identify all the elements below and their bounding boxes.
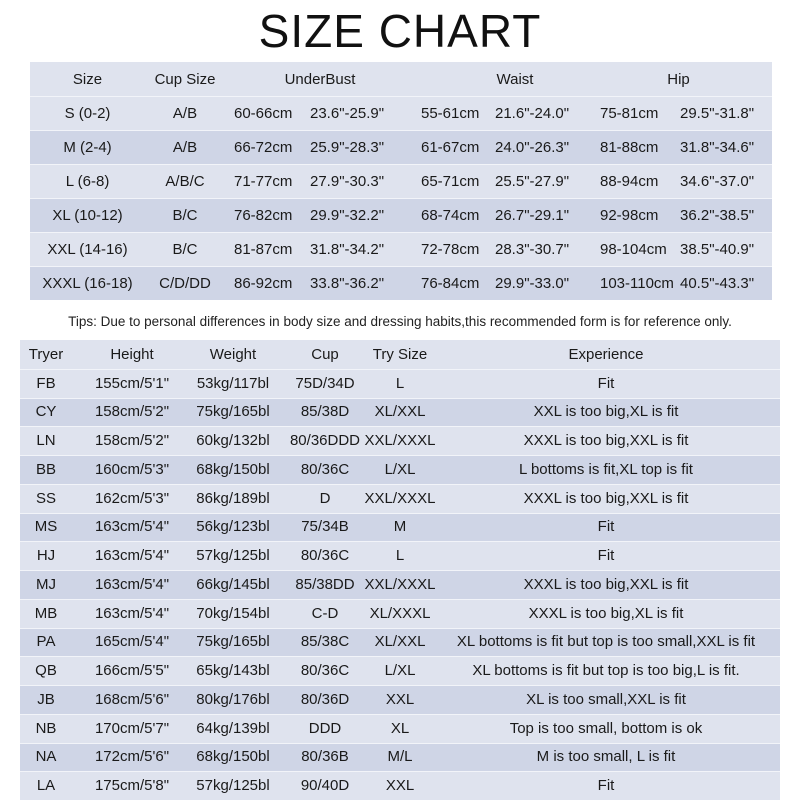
tryer-cell-height: 166cm/5'5": [94, 662, 170, 680]
row-divider: [30, 266, 772, 267]
tryer-cell-cup: 80/36B: [301, 748, 349, 766]
tryer-cell-weight: 70kg/154bl: [196, 604, 270, 622]
row-divider: [20, 426, 780, 427]
size-cell-h_cm: 98-104cm: [600, 240, 667, 258]
tryer-cell-cup: 85/38DD: [295, 575, 355, 593]
size-cell-h_cm: 81-88cm: [600, 138, 659, 156]
header-cup: Cup Size: [154, 70, 216, 88]
tryer-cell-try_size: L: [395, 547, 405, 565]
size-cell-size: L (6-8): [65, 172, 110, 190]
tryer-cell-tryer: CY: [35, 403, 57, 421]
tryer-table-row: [20, 743, 780, 772]
size-cell-size: M (2-4): [63, 138, 112, 156]
size-cell-w_in: 24.0"-26.3": [495, 138, 570, 156]
tryer-cell-weight: 60kg/132bl: [196, 432, 270, 450]
size-cell-size: XXL (14-16): [47, 240, 128, 258]
tryer-cell-cup: 85/38D: [300, 403, 350, 421]
page-title: SIZE CHART: [258, 5, 542, 57]
size-cell-cup: B/C: [172, 240, 198, 258]
tryer-cell-tryer: JB: [37, 690, 55, 708]
tryer-cell-experience: Fit: [597, 547, 615, 565]
size-cell-w_cm: 76-84cm: [421, 274, 480, 292]
tryer-cell-cup: 80/36C: [300, 662, 350, 680]
header-hip: Hip: [667, 70, 690, 88]
size-cell-size: XXXL (16-18): [42, 274, 133, 292]
tryer-cell-tryer: MJ: [36, 575, 56, 593]
size-cell-ub_in: 33.8"-36.2": [310, 274, 385, 292]
size-cell-w_in: 29.9"-33.0": [495, 274, 570, 292]
tryer-cell-height: 168cm/5'6": [94, 690, 170, 708]
tryer-cell-height: 163cm/5'4": [94, 575, 170, 593]
tryer-cell-cup: 75D/34D: [295, 374, 355, 392]
size-cell-ub_in: 29.9"-32.2": [310, 206, 385, 224]
tryer-cell-try_size: XXL: [385, 777, 415, 795]
tryer-cell-experience: Fit: [597, 374, 615, 392]
size-cell-cup: C/D/DD: [159, 274, 211, 292]
size-cell-ub_cm: 71-77cm: [234, 172, 293, 190]
size-cell-cup: A/B/C: [165, 172, 205, 190]
size-cell-size: XL (10-12): [52, 206, 123, 224]
header-cup: Cup: [311, 345, 339, 363]
tryer-cell-tryer: NB: [35, 719, 57, 737]
tryer-cell-try_size: L/XL: [384, 662, 416, 680]
size-cell-w_in: 26.7"-29.1": [495, 206, 570, 224]
size-cell-cup: A/B: [172, 138, 198, 156]
tryer-cell-weight: 86kg/189bl: [196, 489, 270, 507]
tryer-cell-height: 163cm/5'4": [94, 547, 170, 565]
size-cell-w_cm: 68-74cm: [421, 206, 480, 224]
size-cell-h_cm: 92-98cm: [600, 206, 659, 224]
tryer-cell-weight: 53kg/117bl: [196, 374, 270, 392]
tryer-table-row: [20, 369, 780, 398]
tryer-cell-try_size: XL: [390, 719, 410, 737]
tryer-table-row: [20, 599, 780, 628]
tryer-cell-experience: Top is too small, bottom is ok: [509, 719, 703, 737]
size-table-row: [30, 130, 772, 164]
size-cell-cup: A/B: [172, 104, 198, 122]
tryer-table-row: [20, 628, 780, 657]
tryer-table-row: [20, 656, 780, 685]
tryer-cell-height: 160cm/5'3": [94, 460, 170, 478]
size-cell-w_in: 21.6"-24.0": [495, 104, 570, 122]
tryer-cell-cup: 85/38C: [300, 633, 350, 651]
tryer-cell-weight: 65kg/143bl: [196, 662, 270, 680]
tryer-cell-height: 158cm/5'2": [94, 432, 170, 450]
tryer-cell-try_size: XXL/XXXL: [364, 432, 436, 450]
tryer-cell-weight: 57kg/125bl: [196, 547, 270, 565]
size-cell-ub_cm: 60-66cm: [234, 104, 293, 122]
size-cell-w_in: 28.3"-30.7": [495, 240, 570, 258]
size-cell-ub_cm: 76-82cm: [234, 206, 293, 224]
size-cell-h_in: 34.6"-37.0": [680, 172, 755, 190]
size-table: [30, 62, 772, 300]
tryer-cell-experience: XXXL is too big,XXL is fit: [523, 489, 689, 507]
tryer-table-row: [20, 714, 780, 743]
tryer-table-row: [20, 513, 780, 542]
tryer-cell-tryer: LN: [36, 432, 56, 450]
tips-text: Tips: Due to personal differences in body size and dressing habits,this recommended form is for reference only.: [68, 314, 732, 329]
tryer-cell-cup: 75/34B: [301, 518, 349, 536]
tryer-cell-try_size: XXL: [385, 690, 415, 708]
size-cell-w_cm: 61-67cm: [421, 138, 480, 156]
size-table-header: [30, 62, 772, 96]
size-cell-w_cm: 72-78cm: [421, 240, 480, 258]
size-cell-h_in: 31.8"-34.6": [680, 138, 755, 156]
size-cell-w_cm: 65-71cm: [421, 172, 480, 190]
tryer-cell-experience: XXXL is too big,XXL is fit: [523, 575, 689, 593]
tryer-cell-height: 163cm/5'4": [94, 604, 170, 622]
tryer-cell-cup: C-D: [311, 604, 339, 622]
row-divider: [20, 369, 780, 370]
size-table-row: [30, 266, 772, 300]
row-divider: [20, 513, 780, 514]
tryer-cell-tryer: NA: [35, 748, 57, 766]
tryer-cell-tryer: MS: [34, 518, 58, 536]
size-cell-h_in: 36.2"-38.5": [680, 206, 755, 224]
size-cell-cup: B/C: [172, 206, 198, 224]
tryer-cell-experience: XXL is too big,XL is fit: [533, 403, 679, 421]
tryer-cell-tryer: SS: [35, 489, 56, 507]
tryer-cell-try_size: M/L: [387, 748, 413, 766]
size-cell-size: S (0-2): [64, 104, 111, 122]
tryer-cell-experience: XXXL is too big,XXL is fit: [523, 432, 689, 450]
tryer-table-row: [20, 570, 780, 599]
tryer-cell-weight: 75kg/165bl: [196, 403, 270, 421]
tryer-cell-try_size: XXL/XXXL: [364, 575, 436, 593]
header-tryer: Tryer: [28, 345, 64, 363]
tryer-cell-weight: 57kg/125bl: [196, 777, 270, 795]
row-divider: [30, 232, 772, 233]
tryer-table-row: [20, 484, 780, 513]
tryer-cell-weight: 75kg/165bl: [196, 633, 270, 651]
row-divider: [20, 541, 780, 542]
row-divider: [30, 164, 772, 165]
size-cell-ub_cm: 81-87cm: [234, 240, 293, 258]
tryer-cell-cup: 90/40D: [300, 777, 350, 795]
tryer-table-row: [20, 771, 780, 800]
tryer-cell-weight: 56kg/123bl: [196, 518, 270, 536]
tryer-cell-height: 175cm/5'8": [94, 777, 170, 795]
tryer-cell-try_size: L/XL: [384, 460, 416, 478]
row-divider: [20, 743, 780, 744]
tryer-cell-cup: D: [319, 489, 331, 507]
row-divider: [20, 656, 780, 657]
tryer-cell-cup: 80/36C: [300, 547, 350, 565]
tryer-cell-experience: XL is too small,XXL is fit: [526, 690, 686, 708]
tryer-cell-height: 158cm/5'2": [94, 403, 170, 421]
size-table-row: [30, 96, 772, 130]
tryer-cell-cup: 80/36C: [300, 460, 350, 478]
size-cell-ub_in: 31.8"-34.2": [310, 240, 385, 258]
tryer-cell-cup: 80/36D: [300, 690, 350, 708]
tryer-cell-weight: 68kg/150bl: [196, 460, 270, 478]
size-cell-ub_in: 23.6"-25.9": [310, 104, 385, 122]
tryer-cell-tryer: QB: [35, 662, 57, 680]
tryer-cell-experience: XXXL is too big,XL is fit: [528, 604, 684, 622]
tryer-table-row: [20, 685, 780, 714]
row-divider: [30, 96, 772, 97]
tryer-cell-weight: 68kg/150bl: [196, 748, 270, 766]
size-cell-ub_cm: 66-72cm: [234, 138, 293, 156]
header-weight: Weight: [209, 345, 257, 363]
tryer-cell-height: 172cm/5'6": [94, 748, 170, 766]
tryer-cell-tryer: BB: [35, 460, 56, 478]
size-cell-h_cm: 88-94cm: [600, 172, 659, 190]
tryer-cell-weight: 80kg/176bl: [196, 690, 270, 708]
size-cell-w_in: 25.5"-27.9": [495, 172, 570, 190]
header-try_size: Try Size: [372, 345, 428, 363]
size-table-row: [30, 198, 772, 232]
size-table-row: [30, 164, 772, 198]
tryer-table-row: [20, 426, 780, 455]
tryer-table-row: [20, 455, 780, 484]
tryer-cell-experience: XL bottoms is fit but top is too big,L is fit.: [472, 662, 740, 680]
size-cell-h_cm: 75-81cm: [600, 104, 659, 122]
row-divider: [20, 628, 780, 629]
tryer-cell-try_size: L: [395, 374, 405, 392]
size-cell-w_cm: 55-61cm: [421, 104, 480, 122]
row-divider: [20, 714, 780, 715]
tryer-cell-height: 165cm/5'4": [94, 633, 170, 651]
tryer-cell-tryer: MB: [34, 604, 58, 622]
row-divider: [20, 771, 780, 772]
header-size: Size: [72, 70, 103, 88]
tryer-cell-try_size: XL/XXL: [374, 633, 426, 651]
header-underbust: UnderBust: [284, 70, 356, 88]
tryer-table-row: [20, 541, 780, 570]
tryer-cell-cup: 80/36DDD: [289, 432, 361, 450]
tryer-cell-experience: L bottoms is fit,XL top is fit: [519, 460, 693, 478]
tryer-table: [20, 340, 780, 800]
row-divider: [20, 685, 780, 686]
tryer-table-header: [20, 340, 780, 369]
row-divider: [20, 599, 780, 600]
tryer-table-row: [20, 398, 780, 427]
tryer-cell-tryer: HJ: [36, 547, 56, 565]
tryer-cell-weight: 66kg/145bl: [196, 575, 270, 593]
row-divider: [20, 455, 780, 456]
tryer-cell-experience: M is too small, L is fit: [536, 748, 676, 766]
row-divider: [30, 198, 772, 199]
tryer-cell-try_size: M: [393, 518, 407, 536]
tryer-cell-tryer: FB: [36, 374, 56, 392]
tryer-cell-experience: XL bottoms is fit but top is too small,XXL is fit: [456, 633, 756, 651]
tryer-cell-try_size: XL/XXXL: [369, 604, 431, 622]
row-divider: [20, 570, 780, 571]
tryer-cell-try_size: XL/XXL: [374, 403, 426, 421]
size-cell-h_in: 29.5"-31.8": [680, 104, 755, 122]
tryer-cell-experience: Fit: [597, 777, 615, 795]
header-waist: Waist: [496, 70, 534, 88]
row-divider: [20, 484, 780, 485]
tryer-cell-weight: 64kg/139bl: [196, 719, 270, 737]
size-cell-h_cm: 103-110cm: [600, 274, 674, 292]
tryer-cell-tryer: LA: [36, 777, 56, 795]
header-height: Height: [110, 345, 154, 363]
size-cell-ub_in: 25.9"-28.3": [310, 138, 385, 156]
row-divider: [20, 398, 780, 399]
size-cell-h_in: 38.5"-40.9": [680, 240, 755, 258]
tryer-cell-experience: Fit: [597, 518, 615, 536]
tryer-cell-height: 163cm/5'4": [94, 518, 170, 536]
tryer-cell-height: 155cm/5'1": [94, 374, 170, 392]
tryer-cell-cup: DDD: [308, 719, 342, 737]
row-divider: [30, 130, 772, 131]
tryer-cell-height: 162cm/5'3": [94, 489, 170, 507]
size-cell-h_in: 40.5"-43.3": [680, 274, 755, 292]
header-experience: Experience: [568, 345, 644, 363]
size-cell-ub_in: 27.9"-30.3": [310, 172, 385, 190]
tryer-cell-try_size: XXL/XXXL: [364, 489, 436, 507]
tryer-cell-height: 170cm/5'7": [94, 719, 170, 737]
tryer-cell-tryer: PA: [36, 633, 56, 651]
size-cell-ub_cm: 86-92cm: [234, 274, 293, 292]
size-table-row: [30, 232, 772, 266]
